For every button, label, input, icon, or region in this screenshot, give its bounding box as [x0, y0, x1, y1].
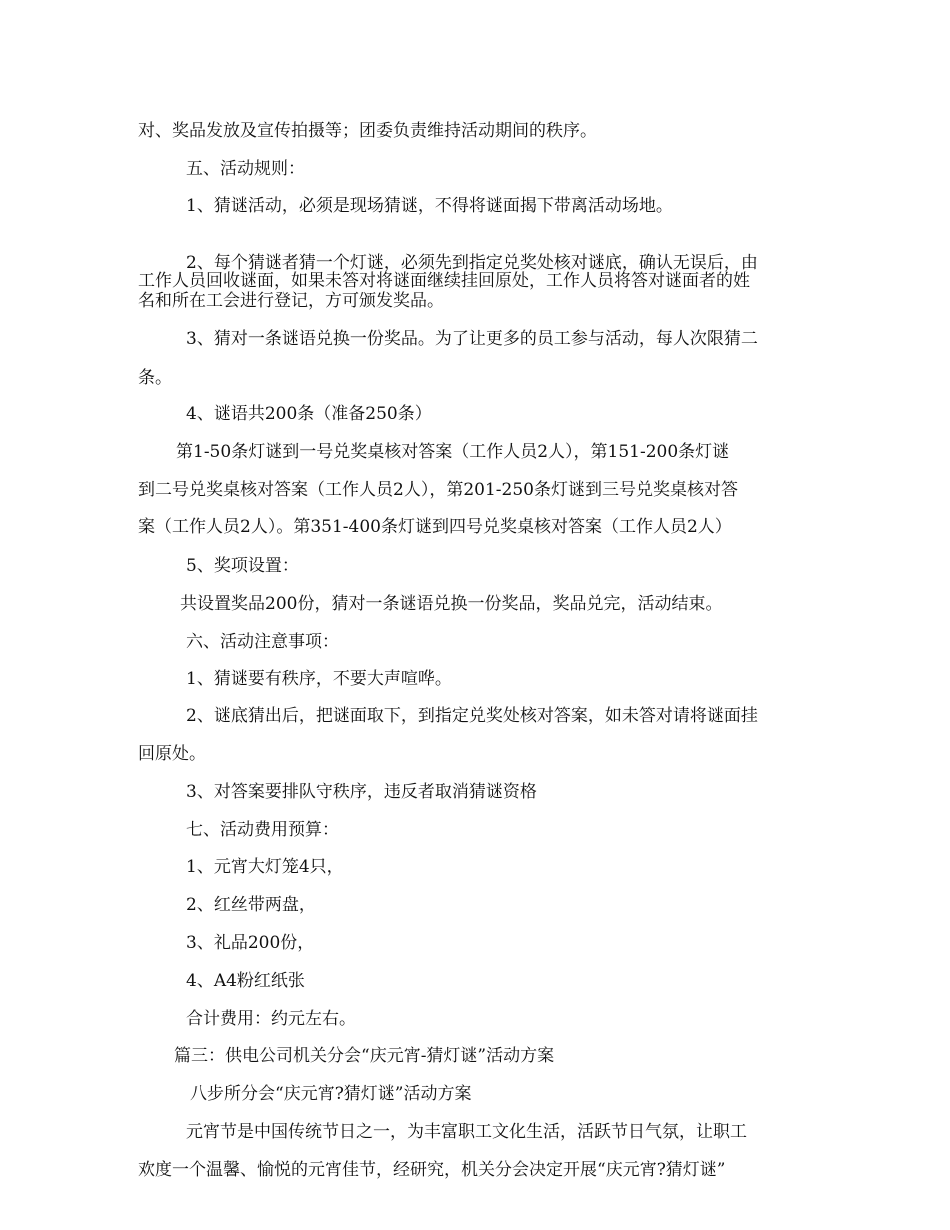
- paragraph-line: 条。: [138, 368, 172, 388]
- paragraph-line: 2、每个猜谜者猜一个灯谜，必须先到指定兑奖处核对谜底，确认无误后，由: [186, 253, 758, 273]
- paragraph-line: 2、红丝带两盘，: [186, 895, 316, 915]
- paragraph-line: 5、奖项设置：: [186, 556, 299, 576]
- paragraph-line: 元宵节是中国传统节日之一，为丰富职工文化生活，活跃节日气氛，让职工: [186, 1122, 747, 1142]
- paragraph-line: 4、A4粉红纸张: [186, 971, 305, 991]
- paragraph-line: 回原处。: [138, 744, 206, 764]
- article-subtitle: 八步所分会“庆元宵?猜灯谜”活动方案: [190, 1084, 472, 1104]
- paragraph-line: 3、礼品200份，: [186, 933, 315, 953]
- paragraph-line: 1、元宵大灯笼4只，: [186, 857, 344, 877]
- paragraph-line: 名和所在工会进行登记，方可颁发奖品。: [138, 291, 444, 311]
- section-heading-notes: 六、活动注意事项：: [186, 632, 339, 652]
- paragraph-line: 4、谜语共200条（准备250条）: [186, 404, 432, 424]
- section-heading-budget: 七、活动费用预算：: [186, 820, 339, 840]
- paragraph-line: 到二号兑奖桌核对答案（工作人员2人），第201-250条灯谜到三号兑奖桌核对答: [138, 480, 738, 500]
- paragraph-line: 3、对答案要排队守秩序，违反者取消猜谜资格: [186, 782, 537, 802]
- section-heading-rules: 五、活动规则：: [186, 159, 305, 179]
- paragraph-line: 工作人员回收谜面，如果未答对将谜面继续挂回原处，工作人员将答对谜面者的姓: [138, 271, 750, 291]
- paragraph-line: 案（工作人员2人）。第351-400条灯谜到四号兑奖桌核对答案（工作人员2人）: [138, 517, 732, 537]
- paragraph-line: 2、谜底猜出后，把谜面取下，到指定兑奖处核对答案，如未答对请将谜面挂: [186, 706, 758, 726]
- article-title: 篇三：供电公司机关分会“庆元宵-猜灯谜”活动方案: [174, 1046, 555, 1066]
- paragraph-line: 合计费用：约元左右。: [186, 1009, 356, 1029]
- paragraph-line: 3、猜对一条谜语兑换一份奖品。为了让更多的员工参与活动，每人次限猜二: [186, 329, 758, 349]
- paragraph-line: 第1-50条灯谜到一号兑奖桌核对答案（工作人员2人），第151-200条灯谜: [176, 442, 730, 462]
- paragraph-line: 1、猜谜活动，必须是现场猜谜，不得将谜面揭下带离活动场地。: [186, 196, 673, 216]
- paragraph-line: 对、奖品发放及宣传拍摄等；团委负责维持活动期间的秩序。: [138, 121, 597, 141]
- paragraph-line: 1、猜谜要有秩序，不要大声喧哗。: [186, 669, 452, 689]
- paragraph-line: 共设置奖品200份，猜对一条谜语兑换一份奖品，奖品兑完，活动结束。: [180, 594, 723, 614]
- paragraph-line: 欢度一个温馨、愉悦的元宵佳节，经研究，机关分会决定开展“庆元宵?猜灯谜”: [138, 1160, 726, 1180]
